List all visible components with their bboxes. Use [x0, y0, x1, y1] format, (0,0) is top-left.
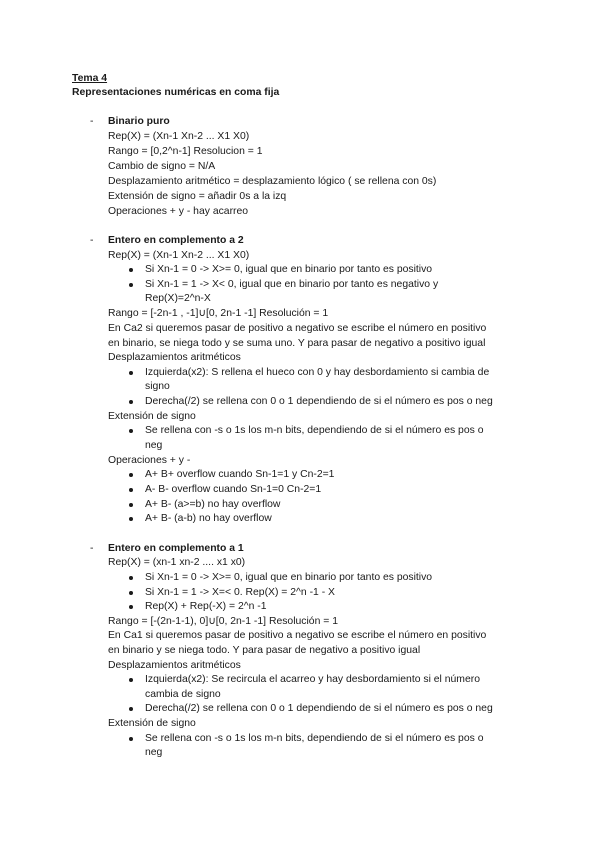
text-line: Rep(X) = (xn-1 xn-2 .... x1 x0) — [108, 557, 246, 568]
list-item: Si Xn-1 = 1 -> X=< 0. Rep(X) = 2^n -1 - X — [145, 587, 335, 598]
section-heading-binario-puro: Binario puro — [108, 116, 170, 127]
section-heading-ca2: Entero en complemento a 2 — [108, 235, 244, 246]
list-item: Izquierda(x2): Se recircula el acarreo y hay desbordamiento si el número — [145, 674, 480, 685]
text-line: Desplazamientos aritméticos — [108, 660, 241, 671]
section-dash: - — [90, 116, 94, 127]
text-line: Operaciones + y - — [108, 455, 191, 466]
bullet-dot — [129, 371, 133, 375]
list-item: A- B- overflow cuando Sn-1=0 Cn-2=1 — [145, 484, 322, 495]
list-item: A+ B- (a-b) no hay overflow — [145, 513, 272, 524]
section-dash: - — [90, 543, 94, 554]
text-line: Cambio de signo = N/A — [108, 161, 216, 172]
section-heading-ca1: Entero en complemento a 1 — [108, 543, 244, 554]
list-item-continuation: cambia de signo — [145, 689, 221, 700]
bullet-dot — [129, 503, 133, 507]
text-line: Rep(X) = (Xn-1 Xn-2 ... X1 X0) — [108, 131, 250, 142]
bullet-dot — [129, 576, 133, 580]
text-line: Rango = [0,2^n-1] Resolucion = 1 — [108, 146, 263, 157]
list-item: Rep(X) + Rep(-X) = 2^n -1 — [145, 601, 267, 612]
list-item-continuation: neg — [145, 440, 163, 451]
bullet-dot — [129, 400, 133, 404]
list-item: Se rellena con -s o 1s los m-n bits, dependiendo de si el número es pos o — [145, 425, 484, 436]
bullet-dot — [129, 488, 133, 492]
bullet-dot — [129, 429, 133, 433]
bullet-dot — [129, 283, 133, 287]
list-item-continuation: Rep(X)=2^n-X — [145, 293, 211, 304]
text-line: Extensión de signo — [108, 411, 196, 422]
text-line: Desplazamientos aritméticos — [108, 352, 241, 363]
bullet-dot — [129, 591, 133, 595]
list-item: Se rellena con -s o 1s los m-n bits, dependiendo de si el número es pos o — [145, 733, 484, 744]
list-item: Derecha(/2) se rellena con 0 o 1 dependiendo de si el número es pos o neg — [145, 396, 493, 407]
list-item: Izquierda(x2): S rellena el hueco con 0 y hay desbordamiento si cambia de — [145, 367, 490, 378]
text-line: En Ca1 si queremos pasar de positivo a negativo se escribe el número en positivo — [108, 630, 487, 641]
list-item: Si Xn-1 = 0 -> X>= 0, igual que en binario por tanto es positivo — [145, 264, 433, 275]
document-title: Tema 4 — [72, 73, 108, 84]
list-item: A+ B- (a>=b) no hay overflow — [145, 499, 281, 510]
list-item-continuation: neg — [145, 747, 163, 758]
list-item: A+ B+ overflow cuando Sn-1=1 y Cn-2=1 — [145, 469, 335, 480]
text-line: Rango = [-2n-1 , -1]∪[0, 2n-1 -1] Resolución = 1 — [108, 308, 329, 319]
document-subtitle: Representaciones numéricas en coma fija — [72, 87, 280, 98]
bullet-dot — [129, 737, 133, 741]
bullet-dot — [129, 268, 133, 272]
text-line: Operaciones + y - hay acarreo — [108, 206, 249, 217]
bullet-dot — [129, 678, 133, 682]
text-line: en binario, se niega todo y se suma uno. Y para pasar de negativo a positivo igual — [108, 338, 486, 349]
text-line: En Ca2 si queremos pasar de positivo a negativo se escribe el número en positivo — [108, 323, 487, 334]
list-item: Si Xn-1 = 1 -> X< 0, igual que en binario por tanto es negativo y — [145, 279, 439, 290]
text-line: Desplazamiento aritmético = desplazamiento lógico ( se rellena con 0s) — [108, 176, 437, 187]
list-item: Derecha(/2) se rellena con 0 o 1 dependiendo de si el número es pos o neg — [145, 703, 493, 714]
text-line: Rep(X) = (Xn-1 Xn-2 ... X1 X0) — [108, 250, 250, 261]
text-line: en binario y se niega todo. Y para pasar de negativo a positivo igual — [108, 645, 421, 656]
section-dash: - — [90, 235, 94, 246]
list-item: Si Xn-1 = 0 -> X>= 0, igual que en binario por tanto es positivo — [145, 572, 433, 583]
list-item-continuation: signo — [145, 381, 170, 392]
bullet-dot — [129, 517, 133, 521]
bullet-dot — [129, 707, 133, 711]
text-line: Rango = [-(2n-1-1), 0]∪[0, 2n-1 -1] Resolución = 1 — [108, 616, 338, 627]
bullet-dot — [129, 605, 133, 609]
text-line: Extensión de signo — [108, 718, 196, 729]
bullet-dot — [129, 473, 133, 477]
text-line: Extensión de signo = añadir 0s a la izq — [108, 191, 287, 202]
